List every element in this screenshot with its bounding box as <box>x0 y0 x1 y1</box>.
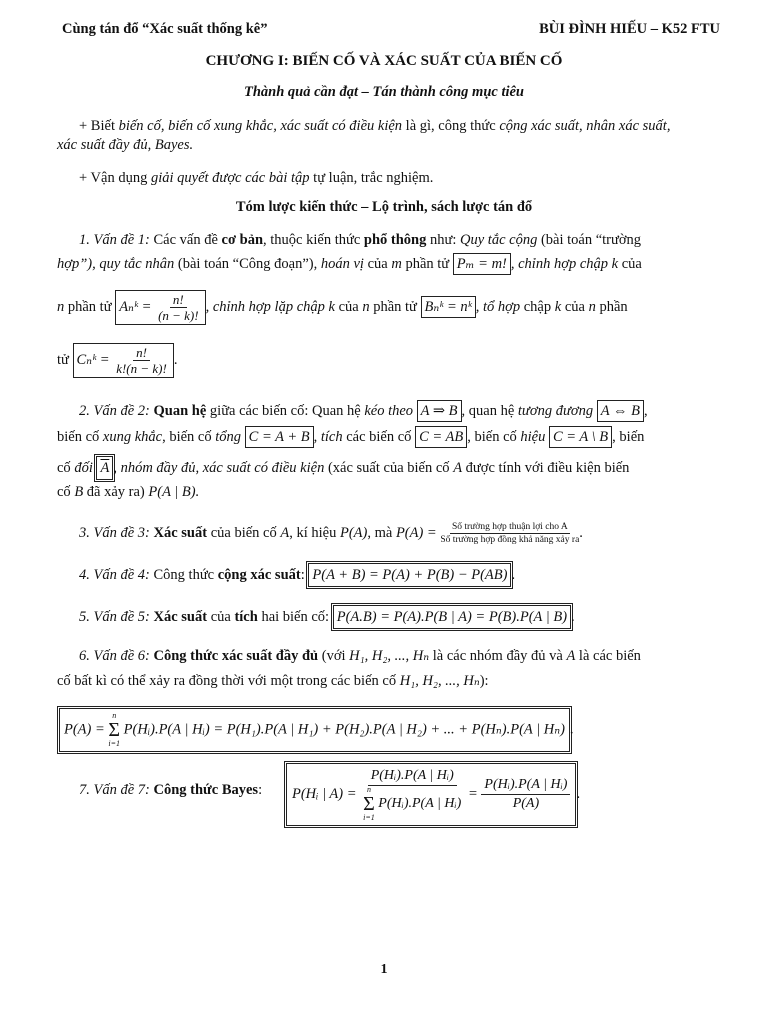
topic1-line-4: tử Cₙᵏ = $\frac{n!}{k!(n - k)!}$ . <box>57 345 178 376</box>
topic4-line: 4. Vấn đề 4: Công thức cộng xác suất: P(A + B) = P(A) + P(B) − P(AB) . <box>79 563 720 587</box>
bayes-formula: P(Hᵢ | A) = P(Hᵢ).P(A | Hᵢ) n Σ i=1 P(Hᵢ).P(A | Hᵢ) = $\frac{\text{P(Hᵢ).P(A | Hᵢ)}}{P(A)}$ . <box>286 763 720 826</box>
goals-line-3: + Vận dụng giải quyết được các bài tập tự luận, trắc nghiệm. <box>79 170 434 186</box>
goals-title: Thành quả cần đạt – Tán thành công mục tiêu <box>244 84 524 100</box>
topic2-line-2: biến cố xung khắc, biến cố tổng C = A + B , tích các biến cố C = AB , biến cố hiệu C = A \ B , biến <box>57 426 720 448</box>
implication-formula: A ⇒ B <box>417 400 462 422</box>
combination-formula: Cₙᵏ = $\frac{n!}{k!(n - k)!}$ <box>73 343 174 378</box>
arrangement-formula: Aₙᵏ = $\frac{n!}{(n - k)!}$ <box>115 290 205 325</box>
topic2-line-4: cố B đã xảy ra) P(A | B). <box>57 484 200 500</box>
product-event-formula: C = AB <box>415 426 467 448</box>
topic2-line-3: cố đối $\overline{A}$ , nhóm đầy đủ, xác suất có điều kiện (xác suất của biến cố A được tính với điều kiện biến <box>57 456 720 480</box>
sum-event-formula: C = A + B <box>245 426 314 448</box>
goals-line-1: + Biết biến cố, biến cố xung khắc, xác suất có điều kiện là gì, công thức cộng xác suất, nhân xác suất, <box>79 118 671 134</box>
equivalence-formula: A ⇔ B <box>597 400 644 422</box>
chapter-title: CHƯƠNG I: BIẾN CỐ VÀ XÁC SUẤT CỦA BIẾN CỐ <box>205 53 563 69</box>
topic3-line: 3. Vấn đề 3: Xác suất của biến cố A, kí hiệu P(A), mà P(A) = $\frac{\text{Số trường hợp thuận lợi cho A}}{\text{Số trường hợp đồng khả năng xảy ra}}$ . <box>79 522 583 545</box>
summary-title: Tóm lược kiến thức – Lộ trình, sách lược tán đổ <box>235 199 533 215</box>
page-number: 1 <box>380 962 388 977</box>
topic1-line-1: 1. Vấn đề 1: Các vấn đề cơ bản, thuộc kiến thức phổ thông như: Quy tắc cộng (bài toán “trường <box>79 232 642 248</box>
topic6-line-2: cố bất kì có thể xảy ra đồng thời với một trong các biến cố H₁, H₂, ..., Hₙ): <box>57 673 489 689</box>
repetition-formula: Bₙᵏ = nᵏ <box>421 296 476 318</box>
topic7-line: 7. Vấn đề 7: Công thức Bayes: <box>79 782 263 798</box>
total-probability-formula: P(A) = n Σ i=1 P(Hᵢ).P(A | Hᵢ) = P(H₁).P(A | H₁) + P(H₂).P(A | H₂) + ... + P(Hₙ).P(A | Hₙ) . <box>59 708 720 752</box>
difference-event-formula: C = A \ B <box>549 426 612 448</box>
topic5-line: 5. Vấn đề 5: Xác suất của tích hai biến cố: P(A.B) = P(A).P(B | A) = P(B).P(A | B) . <box>79 605 720 629</box>
topic2-line-1: 2. Vấn đề 2: Quan hệ giữa các biến cố: Quan hệ kéo theo A ⇒ B , quan hệ tương đương A ⇔ B , <box>79 400 720 422</box>
permutation-formula: Pₘ = m! <box>453 253 511 275</box>
topic1-line-2: hợp”), quy tắc nhân (bài toán “Công đoạn”), hoán vị của m phần tử Pₘ = m! , chỉnh hợp chập k của <box>57 253 720 275</box>
classical-probability-fraction: $\frac{\text{Số trường hợp thuận lợi cho A}}{\text{Số trường hợp đồng khả năng xảy ra}}$ <box>440 522 580 545</box>
header-left: Cùng tán đổ “Xác suất thống kê” <box>62 21 268 37</box>
addition-formula: P(A + B) = P(A) + P(B) − P(AB) <box>308 563 511 587</box>
topic1-line-3: n phần tử Aₙᵏ = $\frac{n!}{(n - k)!}$ , chỉnh hợp lặp chập k của n phần tử Bₙᵏ = nᵏ , tổ hợp chập k của n phần <box>57 292 628 323</box>
complement-event-formula: $\overline{A}$ <box>96 456 113 480</box>
multiplication-formula: P(A.B) = P(A).P(B | A) = P(B).P(A | B) <box>333 605 571 629</box>
topic6-line-1: 6. Vấn đề 6: Công thức xác suất đầy đủ (với H₁, H₂, ..., Hₙ là các nhóm đầy đủ và A là các biến <box>79 648 641 664</box>
goals-line-2: xác suất đầy đủ, Bayes. <box>57 137 194 153</box>
header-right: BÙI ĐÌNH HIẾU – K52 FTU <box>539 21 720 37</box>
